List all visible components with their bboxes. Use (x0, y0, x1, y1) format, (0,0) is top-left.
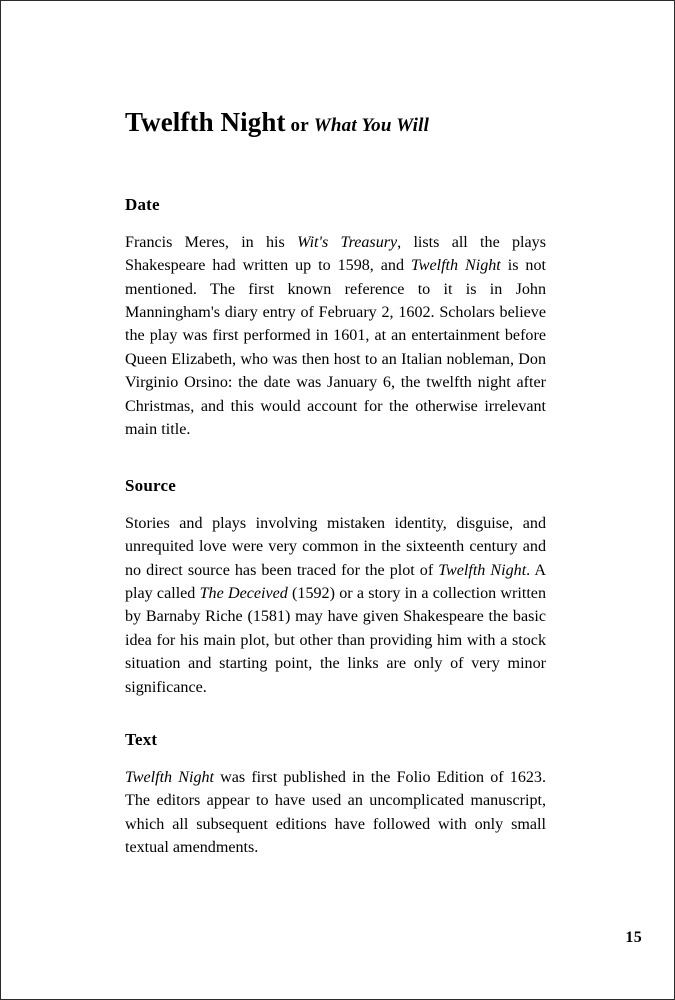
play-subtitle: What You Will (313, 115, 430, 136)
page-title (125, 104, 429, 136)
play-title: Twelfth Night (125, 107, 286, 137)
section-text (125, 731, 546, 859)
section-source (125, 477, 546, 699)
paragraph-source: Stories and plays involving mistaken identity, disguise, and unrequited love were very common in the sixteenth century and no direct source has been traced for the plot of Twelfth Night. A play called The Deceived (1592) or a story in a collection written by Barnaby Riche (1581) may have given Shakespeare the basic idea for his main plot, but other than providing him with a stock situation and starting point, the links are only of very minor significance. (125, 514, 547, 696)
paragraph-text: Twelfth Night was first published in the Folio Edition of 1623. The editors appear to have used an uncomplicated manuscript, which all subsequent editions have followed with only small textual amendments. (125, 768, 546, 856)
paragraph-date: Francis Meres, in his Wit's Treasury, lists all the plays Shakespeare had written up to 1598, and Twelfth Night is not mentioned. The first known reference to it is in John Manningham's diary entry of February 2, 1602. Scholars believe the play was first performed in 1601, at an entertainment before Queen Elizabeth, who was then host to an Italian nobleman, Don Virginio Orsino: the date was January 6, the twelfth night after Christmas, and this would account for the otherwise irrelevant main title. (125, 233, 546, 438)
section-heading-source: Source (125, 476, 176, 495)
section-date (125, 196, 546, 441)
section-heading-text: Text (125, 730, 158, 749)
title-conjunction-word: or (290, 115, 309, 136)
page-number: 15 (625, 929, 642, 946)
section-heading-date: Date (125, 195, 160, 214)
